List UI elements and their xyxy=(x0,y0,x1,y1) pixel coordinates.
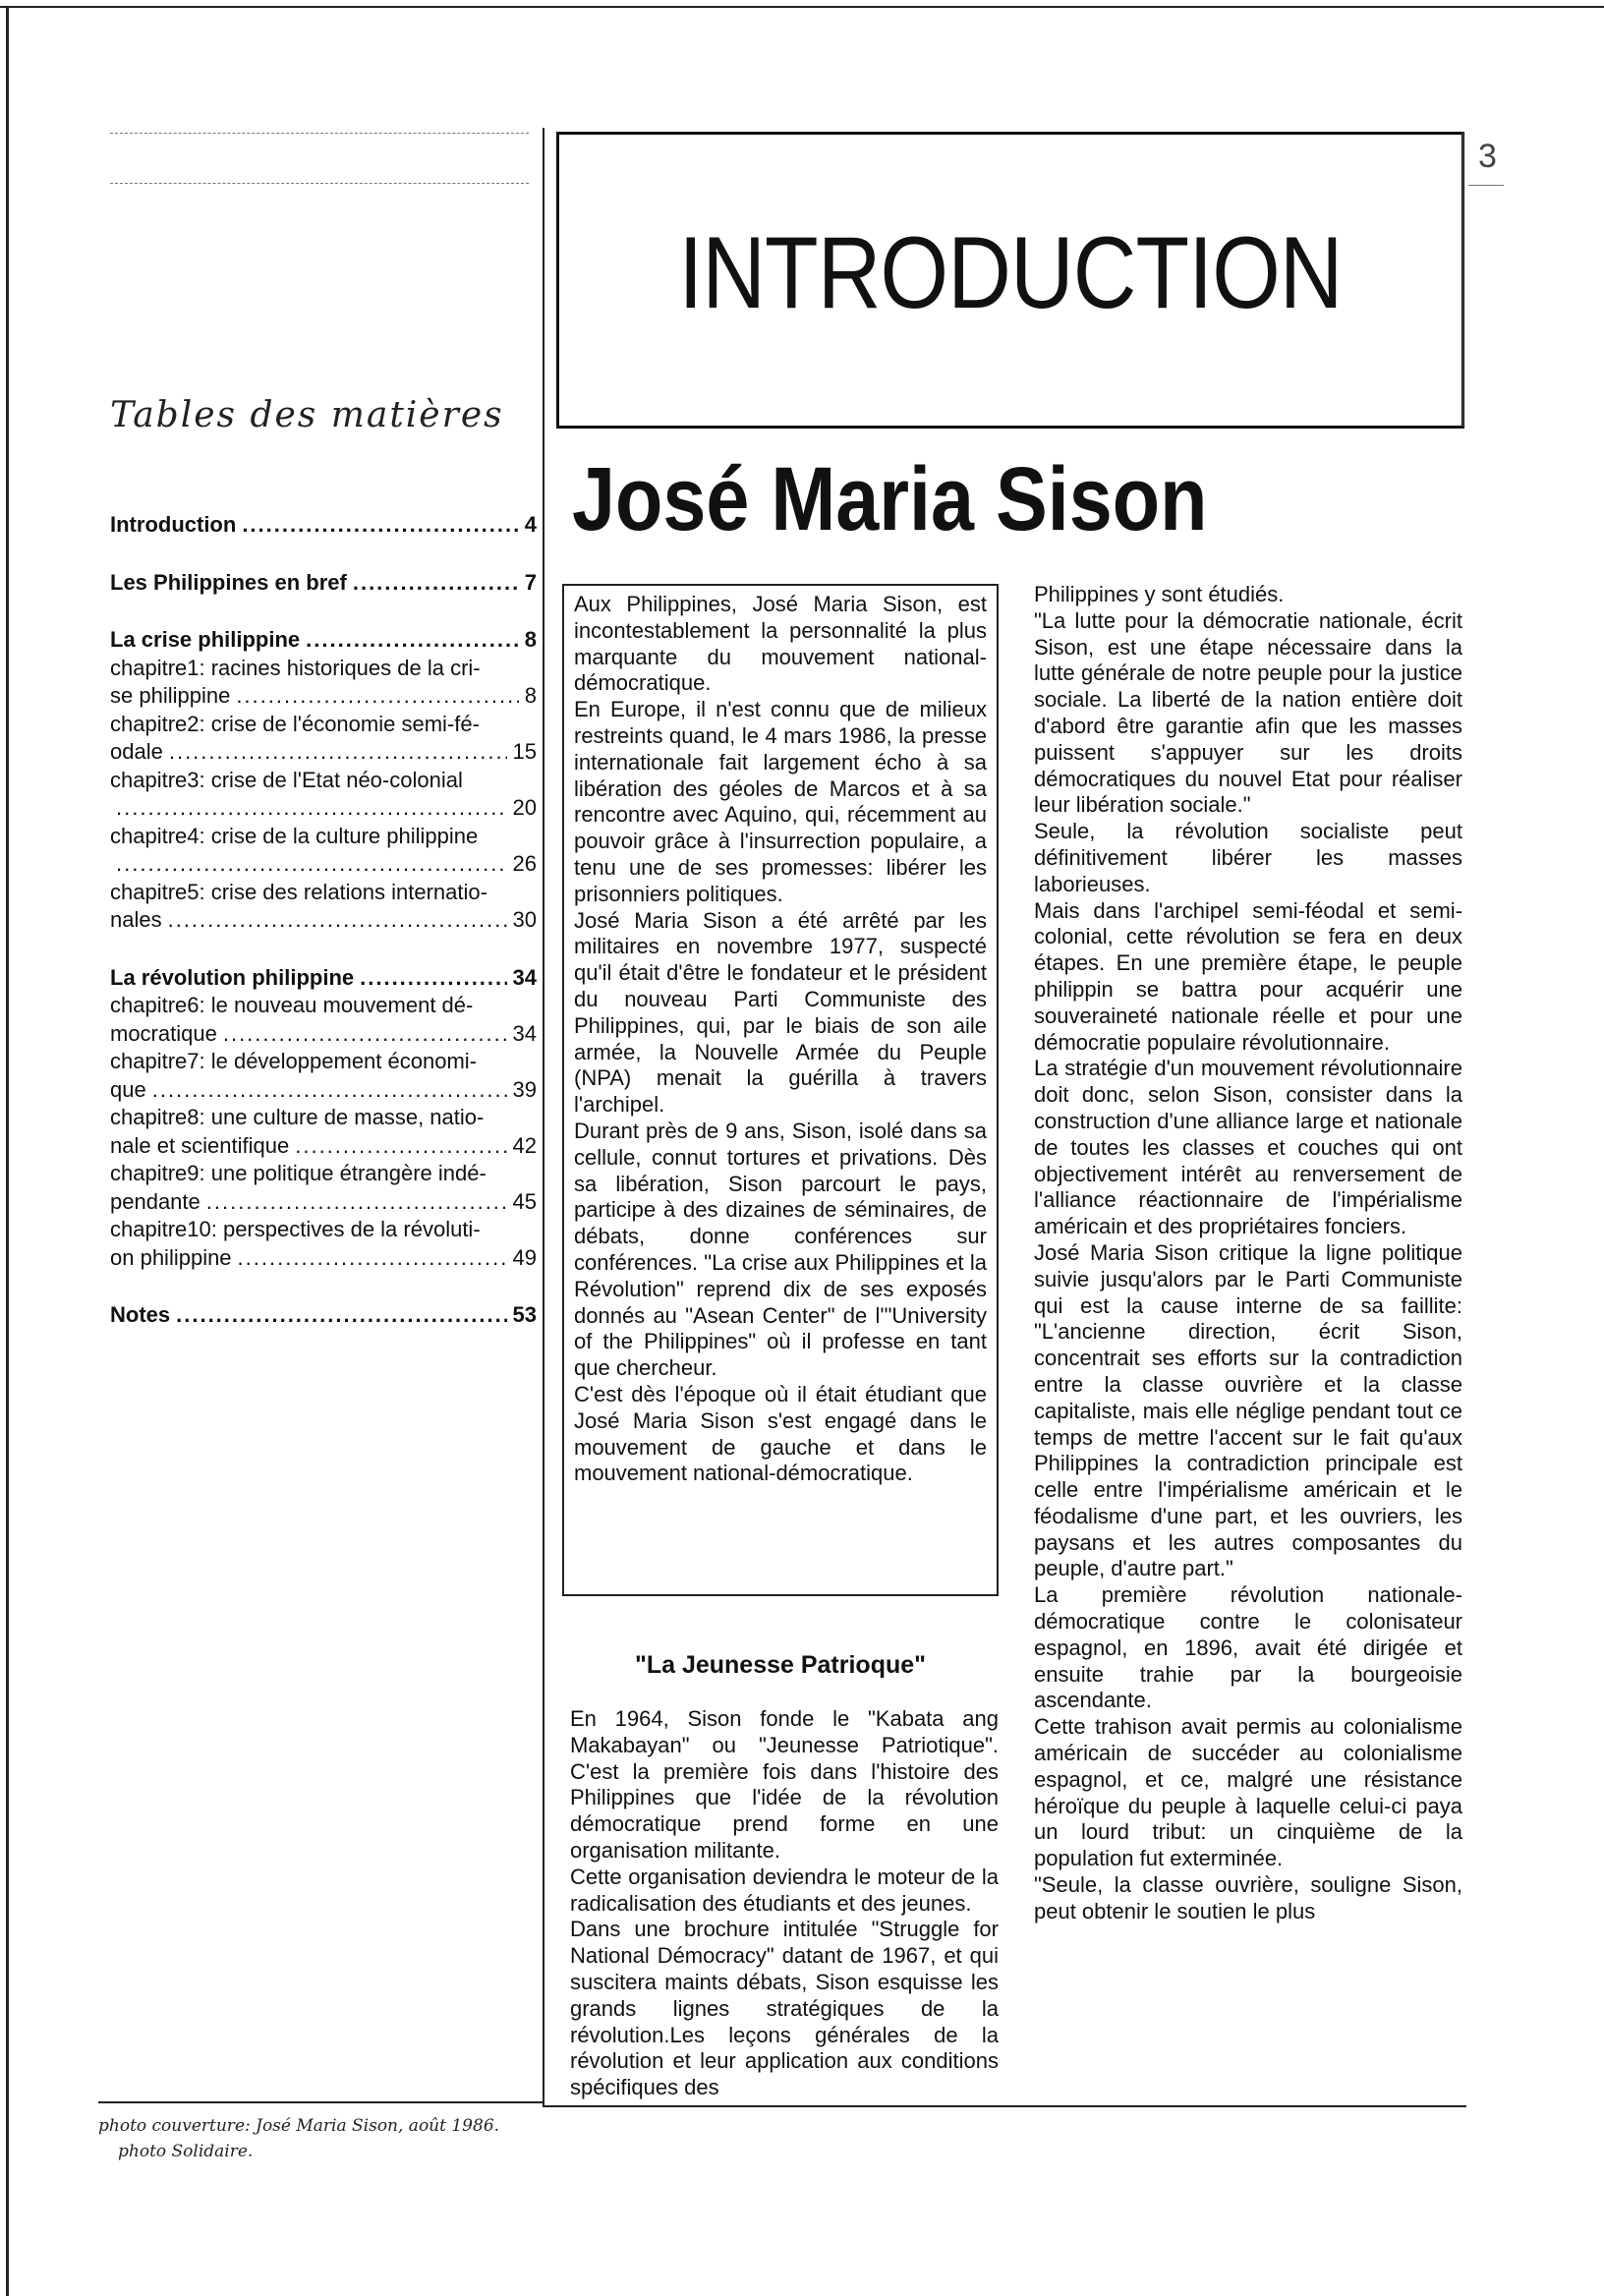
photo-credit xyxy=(98,2113,543,2164)
toc-entry xyxy=(110,569,537,598)
paragraph: "Seule, la classe ouvrière, souligne Sison, peut obtenir le soutien le plus xyxy=(1034,1872,1462,1923)
toc-entry xyxy=(110,1244,537,1273)
toc-entry xyxy=(110,626,537,655)
paragraph: Cette organisation deviendra le moteur de la radicalisation des étudiants et des jeunes. xyxy=(570,1864,999,1916)
article-column-right xyxy=(1034,582,1462,1925)
toc-chapter-line: chapitre4: crise de la culture philippine xyxy=(110,823,479,848)
section-subheading: "La Jeunesse Patrioque" xyxy=(634,1651,927,1679)
paragraph: C'est dès l'époque où il était étudiant que José Maria Sison s'est engagé dans le mouvement de gauche et dans le mouvement national-démocratique. xyxy=(574,1381,987,1486)
paragraph: Mais dans l'archipel semi-féodal et semi-colonial, cette révolution se fera en deux étapes. En une première étape, le peuple philippin se battra pour acquérir une souveraineté nationale réelle et pour une démocratie populaire révolutionnaire. xyxy=(1034,897,1462,1055)
toc-chapter-line: chapitre5: crise des relations internatio- xyxy=(110,879,487,904)
toc-entry-title: Notes xyxy=(110,1302,171,1327)
toc-entry-page: 45 xyxy=(512,1188,537,1214)
toc-chapter-line: chapitre3: crise de l'Etat néo-colonial xyxy=(110,767,463,792)
paragraph: En 1964, Sison fonde le "Kabata ang Makabayan" ou "Jeunesse Patriotique". C'est la première fois dans l'histoire des Philippines que l'idée de la révolution démocratique prend forme en une organisation militante. xyxy=(570,1706,999,1863)
column-divider xyxy=(543,128,544,2105)
toc-entry-title: Les Philippines en bref xyxy=(110,569,347,595)
paragraph: Dans une brochure intitulée "Struggle for National Démocracy" datant de 1967, et qui suscitera maints débats, Sison esquisse les grands lignes stratégiques de la révolution.Les leçons générales de la révolution et leur application aux conditions spécifiques des xyxy=(570,1917,999,2100)
scan-left-edge xyxy=(6,6,9,2296)
toc-entry-page: 39 xyxy=(512,1076,537,1102)
toc-entry-page: 8 xyxy=(524,627,537,652)
paragraph: En Europe, il n'est connu que de milieux restreints quand, le 4 mars 1986, la presse internationale fait largement écho à sa libération des géoles de Marcos et à sa rencontre avec Aquino, qui, récemment au pouvoir grâce à l'insurrection populaire, a tenu une de ses promesses: libérer les prisonniers politiques. xyxy=(574,697,987,906)
intro-box xyxy=(562,584,999,1596)
decorative-rule xyxy=(110,183,529,184)
toc-entry-page: 20 xyxy=(512,795,537,820)
toc-entry-title: mocratique xyxy=(110,1020,217,1046)
toc-entry xyxy=(110,511,537,540)
paragraph: Seule, la révolution socialiste peut définitivement libérer les masses laborieuses. xyxy=(1034,819,1462,896)
article-title: José Maria Sison xyxy=(572,449,1208,549)
toc-entry-page: 34 xyxy=(512,964,537,990)
photo-credit-line: photo Solidaire. xyxy=(118,2142,254,2161)
paragraph: José Maria Sison a été arrêté par les militaires en novembre 1977, suspecté qu'il était d'être le fondateur et le président du nouveau Parti Communiste des Philippines, qui, par le biais de son aile armée, la Nouvelle Armée du Peuple (NPA) menait la guérilla à travers l'archipel. xyxy=(574,907,987,1118)
toc-entry-page: 4 xyxy=(524,512,537,537)
page-number-rule xyxy=(1468,185,1504,186)
bottom-rule xyxy=(543,2105,1466,2107)
toc-entry-title: nale et scientifique xyxy=(110,1132,290,1158)
toc-entry-title: on philippine xyxy=(110,1244,232,1270)
paragraph: "La lutte pour la démocratie nationale, écrit Sison, est une étape nécessaire dans la lutte générale de notre peuple pour la justice sociale. La liberté de la nation entière doit d'abord être garantie afin que les masses puissent s'appuyer sur les droits démocratiques du nouvel Etat pour réaliser leur libération sociale." xyxy=(1034,607,1462,818)
toc-entry-title: se philippine xyxy=(110,683,231,708)
toc-entry-page: 42 xyxy=(512,1132,537,1158)
toc-entry xyxy=(110,906,537,935)
paragraph: Philippines y sont étudiés. xyxy=(1034,582,1285,606)
paragraph: Durant près de 9 ans, Sison, isolé dans sa cellule, connut tortures et privations. Dès sa libération, Sison parcourt le pays, participe à des dizaines de séminaires, de débats, donne conférences sur conférences. "La crise aux Philippines et la Révolution" reprend dix de ses exposés donnés au "Asean Center" de l'"University of the Philippines" où il professe en tant que chercheur. xyxy=(574,1118,987,1381)
toc-entry-title: que xyxy=(110,1076,146,1102)
toc-entry xyxy=(110,682,537,711)
scan-corner-mark xyxy=(0,6,1604,8)
toc-entry xyxy=(110,794,537,823)
paragraph: Aux Philippines, José Maria Sison, est incontestablement la personnalité la plus marquante du mouvement national-démocratique. xyxy=(574,592,987,696)
table-of-contents xyxy=(110,511,537,1330)
intro-box-text xyxy=(574,592,987,1487)
toc-chapter-line: chapitre2: crise de l'économie semi-fé- xyxy=(110,711,480,736)
toc-entry-page: 53 xyxy=(512,1302,537,1327)
toc-chapter-line: chapitre1: racines historiques de la cri- xyxy=(110,655,481,680)
toc-entry xyxy=(110,1020,537,1049)
toc-entry-page: 7 xyxy=(524,569,537,595)
toc-entry-title: nales xyxy=(110,907,162,932)
toc-entry xyxy=(110,1188,537,1217)
toc-entry-title: Introduction xyxy=(110,512,237,537)
paragraph: Cette trahison avait permis au colonialisme américain de succéder au colonialisme espagnol, et ce, malgré une résistance héroïque du peuple à laquelle celui-ci paya un lourd tribut: un cinquième de la population fut exterminée. xyxy=(1034,1714,1462,1871)
toc-heading: Tables des matières xyxy=(110,395,504,435)
toc-chapter-line: chapitre6: le nouveau mouvement dé- xyxy=(110,993,474,1017)
toc-entry-page: 30 xyxy=(512,907,537,932)
toc-entry xyxy=(110,1076,537,1105)
toc-entry xyxy=(110,964,537,993)
toc-chapter-line: chapitre7: le développement économi- xyxy=(110,1049,478,1073)
toc-entry xyxy=(110,850,537,879)
photo-credit-rule xyxy=(98,2101,543,2103)
toc-entry xyxy=(110,738,537,767)
toc-entry-page: 49 xyxy=(512,1244,537,1270)
toc-chapter-line: chapitre9: une politique étrangère indé- xyxy=(110,1161,487,1185)
paragraph: José Maria Sison critique la ligne politique suivie jusqu'alors par le Parti Communiste qui est la cause interne de sa faillite: "L'ancienne direction, écrit Sison, concentrait ses efforts sur la contradiction entre la classe ouvrière et la classe capitaliste, mais elle néglige pendant tout ce temps de mettre l'accent sur le fait qu'aux Philippines la contradiction principale est celle entre l'impérialisme américain et le féodalisme d'une part, et les ouvriers, les paysans et les autres composantes du peuple, d'autre part." xyxy=(1034,1239,1462,1581)
toc-chapter-line: chapitre8: une culture de masse, natio- xyxy=(110,1105,485,1129)
page-number: 3 xyxy=(1478,138,1497,175)
toc-entry-page: 15 xyxy=(512,739,537,764)
toc-entry-page: 26 xyxy=(512,851,537,876)
decorative-rule xyxy=(110,133,529,134)
article-column-left xyxy=(570,1706,999,2101)
paragraph: La stratégie d'un mouvement révolutionnaire doit donc, selon Sison, consister dans la construction d'une alliance large et nationale de toutes les classes et couches qui ont objectivement intérêt au renversement de l'alliance réactionnaire de l'impérialisme américain et des propriétaires fonciers. xyxy=(1034,1056,1462,1239)
toc-entry-title: La crise philippine xyxy=(110,627,301,652)
toc-entry-title: pendante xyxy=(110,1188,200,1214)
header-title: INTRODUCTION xyxy=(678,216,1343,330)
toc-chapter-line: chapitre10: perspectives de la révoluti- xyxy=(110,1217,481,1241)
paragraph: La première révolution nationale-démocratique contre le colonisateur espagnol, en 1896, avait été dirigée et ensuite trahie par la bourgeoisie ascendante. xyxy=(1034,1582,1462,1713)
toc-entry xyxy=(110,1132,537,1161)
toc-entry-page: 34 xyxy=(512,1020,537,1046)
header-side-rule xyxy=(1462,132,1463,427)
header-box xyxy=(556,132,1464,429)
toc-entry xyxy=(110,1301,537,1330)
photo-credit-line: photo couverture: José Maria Sison, août 1986. xyxy=(98,2116,500,2136)
toc-entry-title: odale xyxy=(110,739,163,764)
toc-entry-title: La révolution philippine xyxy=(110,964,355,990)
toc-entry-page: 8 xyxy=(524,683,537,708)
